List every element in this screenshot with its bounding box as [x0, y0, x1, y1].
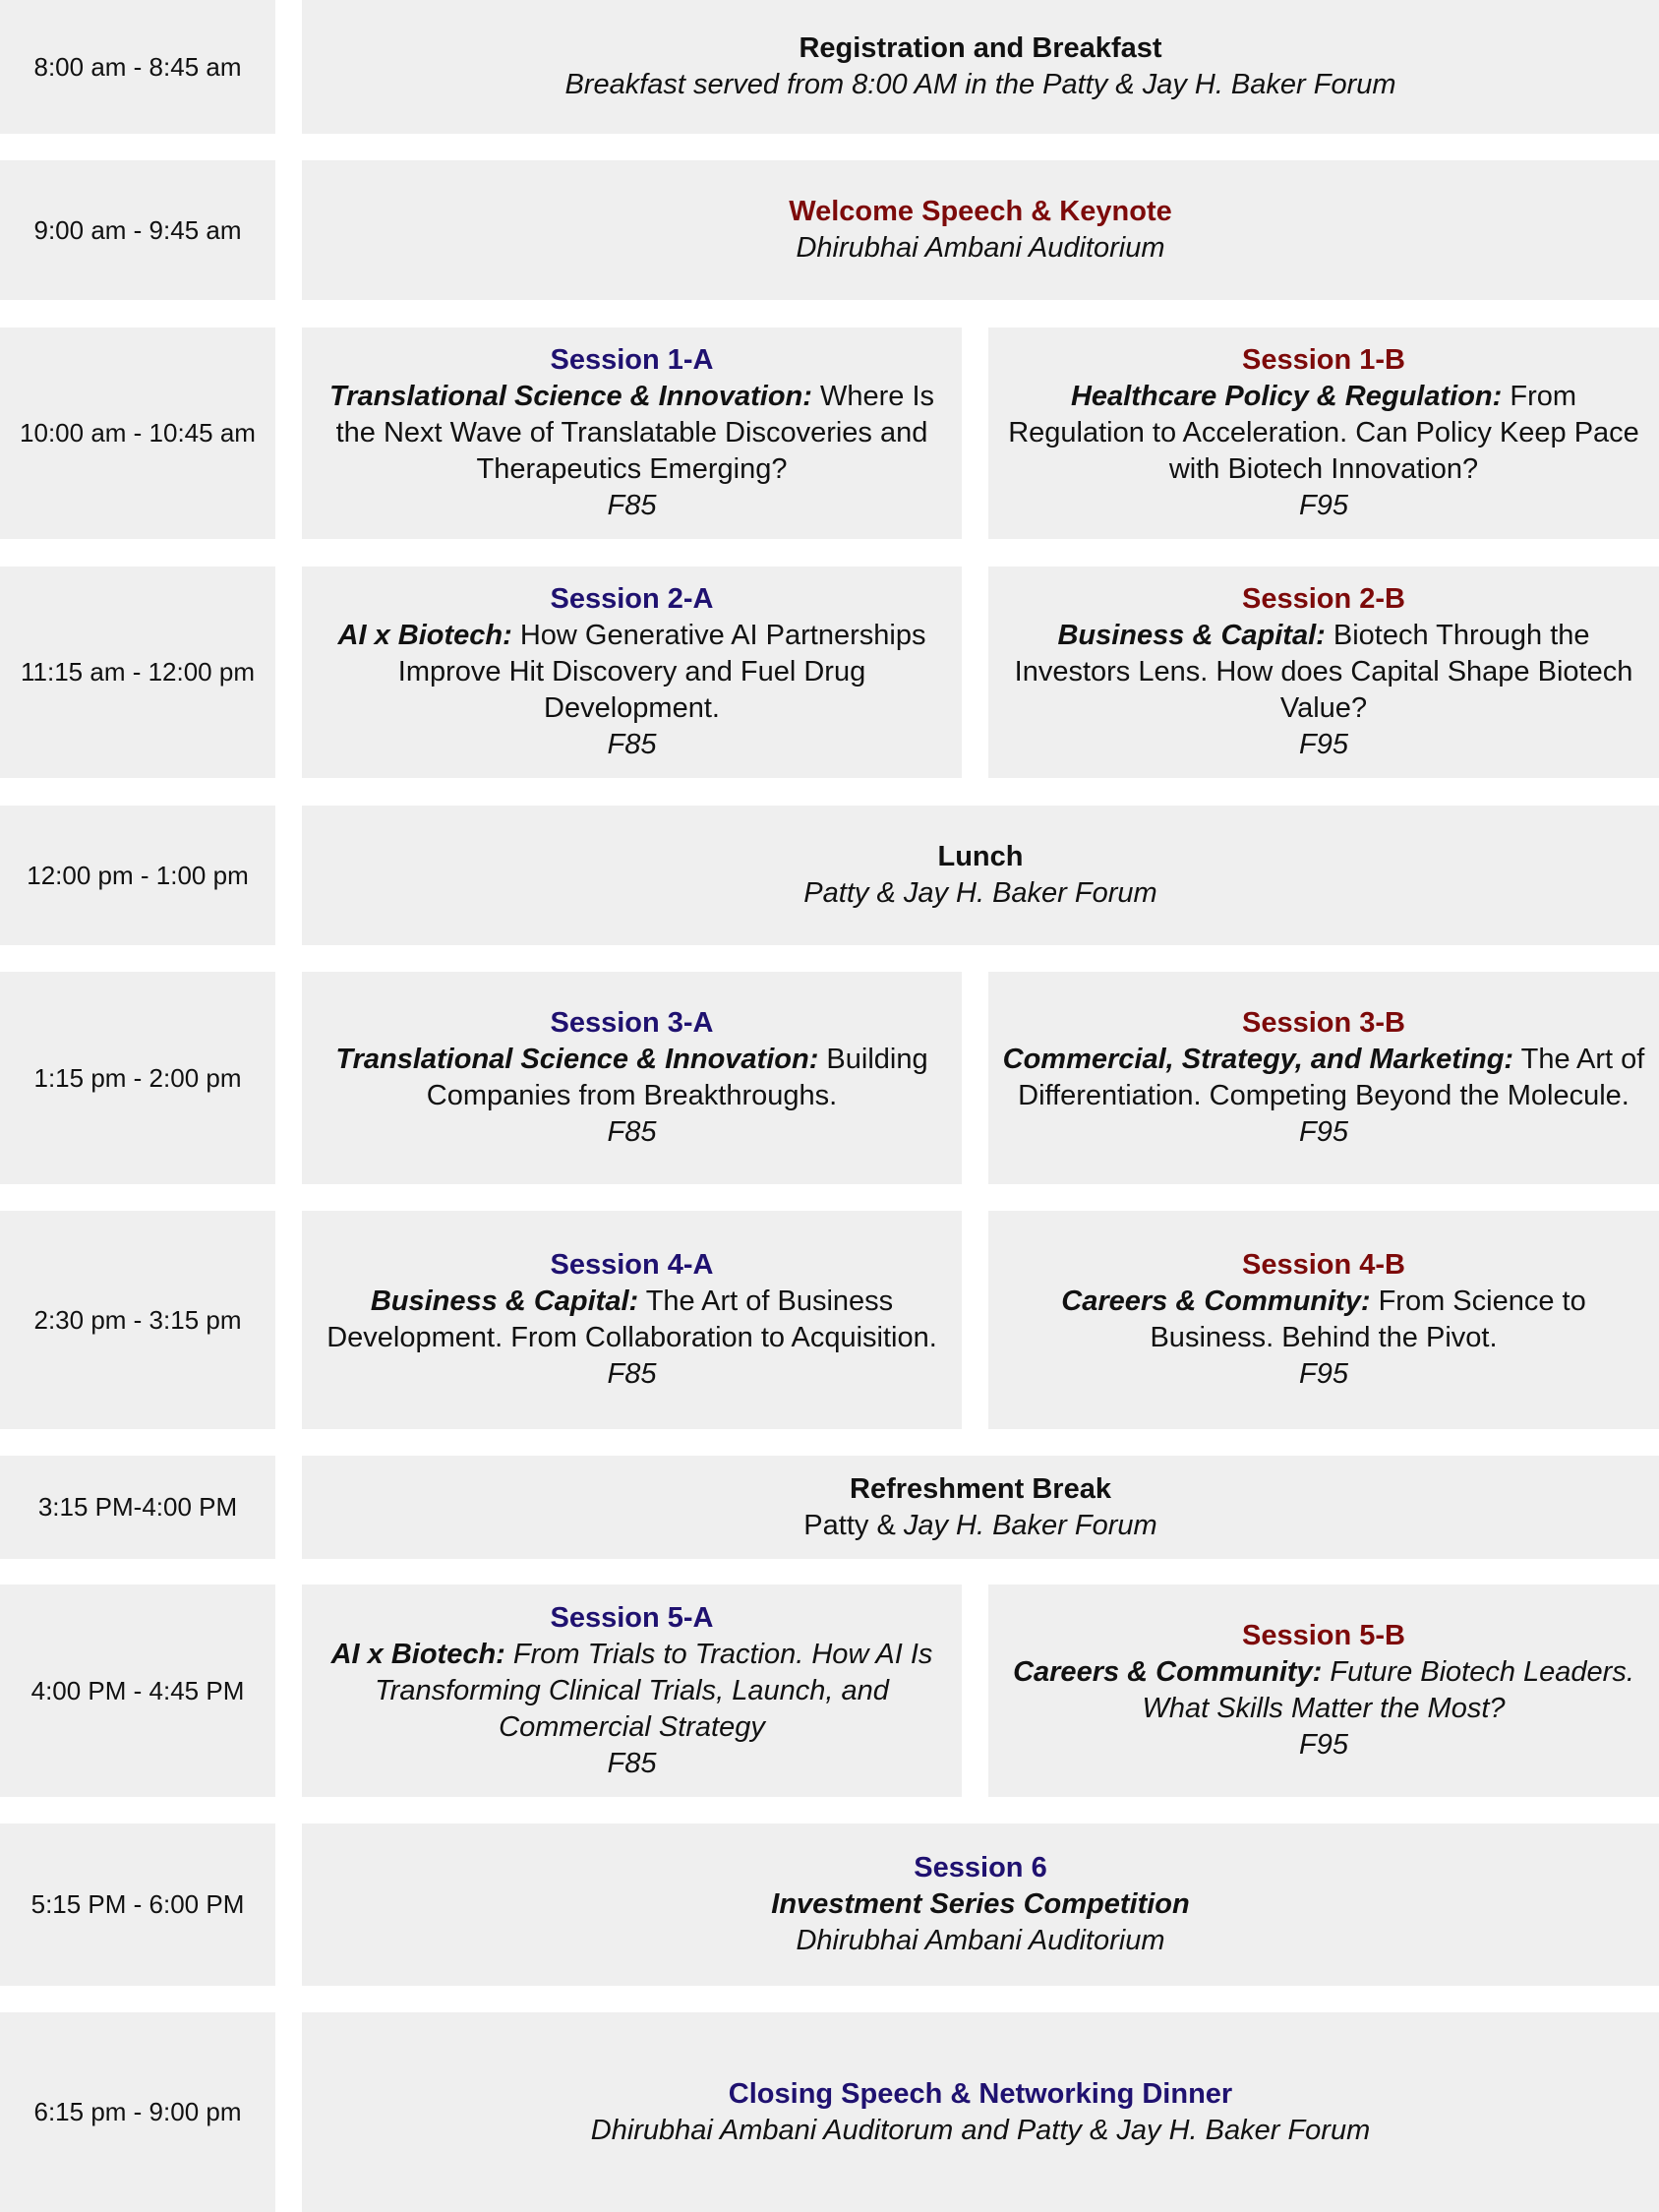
session-2a	[302, 567, 962, 778]
session-description	[1002, 1042, 1645, 1114]
event-registration-breakfast	[302, 0, 1659, 134]
session-topic: Business & Capital:	[370, 1285, 639, 1317]
session-desc-text: The Art of Business Development. From Collaboration to Acquisition.	[326, 1285, 937, 1353]
session-5b	[988, 1584, 1659, 1797]
schedule-row	[0, 0, 1659, 134]
event-title: Refreshment Break	[850, 1472, 1111, 1505]
session-3a	[302, 972, 962, 1184]
event-location-plain: Patty &	[803, 1509, 904, 1541]
schedule-row	[0, 1823, 1659, 1986]
session-3b	[988, 972, 1659, 1184]
session-topic: Healthcare Policy & Regulation:	[1070, 381, 1503, 412]
schedule-row	[0, 1456, 1659, 1559]
time-slot: 11:15 am - 12:00 pm	[0, 567, 275, 778]
session-title: Session 5-A	[550, 1601, 714, 1634]
session-topic: Careers & Community:	[1061, 1285, 1371, 1317]
schedule-row	[0, 160, 1659, 300]
session-description	[316, 379, 948, 488]
session-room: F95	[1299, 1729, 1348, 1761]
event-location-italic: Jay H. Baker Forum	[903, 1509, 1157, 1541]
event-location: Patty & Jay H. Baker Forum	[803, 877, 1157, 909]
session-room: F85	[607, 1747, 657, 1779]
session-description	[316, 1042, 948, 1114]
session-room: F95	[1299, 1358, 1348, 1390]
session-desc-text: Where Is the Next Wave of Translatable Discoveries and Therapeutics Emerging?	[335, 381, 935, 485]
event-location: Breakfast served from 8:00 AM in the Patty & Jay H. Baker Forum	[564, 69, 1396, 100]
time-slot: 1:15 pm - 2:00 pm	[0, 972, 275, 1184]
session-topic: Translational Science & Innovation:	[328, 381, 812, 412]
event-refreshment-break	[302, 1456, 1659, 1559]
time-slot: 2:30 pm - 3:15 pm	[0, 1211, 275, 1429]
session-description	[316, 1637, 948, 1746]
event-location: Dhirubhai Ambani Auditorium	[796, 232, 1165, 264]
session-2b	[988, 567, 1659, 778]
session-desc-text: Biotech Through the Investors Lens. How does Capital Shape Biotech Value?	[1014, 620, 1633, 724]
session-description	[1002, 1284, 1645, 1356]
event-title: Session 6	[914, 1852, 1047, 1883]
session-room: F95	[1299, 1116, 1348, 1148]
event-location	[803, 1508, 1156, 1544]
session-room: F85	[607, 1358, 657, 1390]
schedule-row	[0, 806, 1659, 945]
schedule-row	[0, 1211, 1659, 1429]
session-topic: Business & Capital:	[1057, 620, 1326, 651]
session-desc-text: From Trials to Traction. How AI Is Transforming Clinical Trials, Launch, and Commercial Strategy	[375, 1638, 933, 1743]
time-slot: 12:00 pm - 1:00 pm	[0, 806, 275, 945]
session-4a	[302, 1211, 962, 1429]
session-desc-text: Future Biotech Leaders. What Skills Matter the Most?	[1142, 1656, 1634, 1724]
session-room: F85	[607, 1116, 657, 1148]
event-topic: Investment Series Competition	[771, 1888, 1190, 1920]
session-room: F85	[607, 490, 657, 521]
session-title: Session 4-B	[1242, 1249, 1405, 1281]
session-description	[316, 1284, 948, 1356]
schedule-row	[0, 1584, 1659, 1797]
session-title: Session 2-B	[1242, 583, 1405, 615]
session-topic: Careers & Community:	[1013, 1656, 1323, 1688]
schedule-row	[0, 567, 1659, 778]
event-location: Dhirubhai Ambani Auditorum and Patty & Jay H. Baker Forum	[590, 2114, 1371, 2146]
session-description	[1002, 1654, 1645, 1727]
session-topic: AI x Biotech:	[337, 620, 512, 651]
session-1b	[988, 328, 1659, 539]
session-5a	[302, 1584, 962, 1797]
schedule-row	[0, 2012, 1659, 2212]
time-slot: 8:00 am - 8:45 am	[0, 0, 275, 134]
session-1a	[302, 328, 962, 539]
session-topic: Translational Science & Innovation:	[335, 1044, 819, 1075]
session-description	[1002, 618, 1645, 727]
session-desc-text: Building Companies from Breakthroughs.	[426, 1044, 928, 1111]
event-title: Closing Speech & Networking Dinner	[728, 2077, 1233, 2110]
session-desc-text: The Art of Differentiation. Competing Beyond the Molecule.	[1018, 1044, 1645, 1111]
session-room: F85	[607, 729, 657, 760]
time-slot: 9:00 am - 9:45 am	[0, 160, 275, 300]
event-session-6	[302, 1823, 1659, 1986]
session-title: Session 1-A	[550, 344, 714, 376]
session-title: Session 5-B	[1242, 1620, 1405, 1651]
event-welcome-keynote	[302, 160, 1659, 300]
event-closing-dinner	[302, 2012, 1659, 2212]
session-title: Session 3-A	[550, 1007, 714, 1039]
time-slot: 3:15 PM-4:00 PM	[0, 1456, 275, 1559]
session-4b	[988, 1211, 1659, 1429]
time-slot: 5:15 PM - 6:00 PM	[0, 1823, 275, 1986]
session-room: F95	[1299, 490, 1348, 521]
time-slot: 10:00 am - 10:45 am	[0, 328, 275, 539]
session-description	[1002, 379, 1645, 488]
session-desc-text: How Generative AI Partnerships Improve Hit Discovery and Fuel Drug Development.	[397, 620, 926, 724]
event-lunch	[302, 806, 1659, 945]
event-title: Lunch	[937, 841, 1024, 872]
session-desc-text: From Regulation to Acceleration. Can Policy Keep Pace with Biotech Innovation?	[1008, 381, 1639, 485]
event-title: Registration and Breakfast	[799, 32, 1162, 64]
event-location: Dhirubhai Ambani Auditorium	[796, 1925, 1165, 1956]
time-slot: 6:15 pm - 9:00 pm	[0, 2012, 275, 2212]
session-title: Session 4-A	[550, 1249, 714, 1281]
session-topic: Commercial, Strategy, and Marketing:	[1002, 1044, 1514, 1075]
session-room: F95	[1299, 729, 1348, 760]
schedule-row	[0, 972, 1659, 1184]
session-desc-text: From Science to Business. Behind the Pivot.	[1150, 1285, 1586, 1353]
session-title: Session 1-B	[1242, 344, 1405, 376]
session-title: Session 2-A	[550, 583, 714, 615]
event-title: Welcome Speech & Keynote	[789, 196, 1172, 227]
session-description	[316, 618, 948, 727]
schedule-row	[0, 328, 1659, 539]
session-title: Session 3-B	[1242, 1007, 1405, 1039]
session-topic: AI x Biotech:	[330, 1638, 505, 1670]
time-slot: 4:00 PM - 4:45 PM	[0, 1584, 275, 1797]
